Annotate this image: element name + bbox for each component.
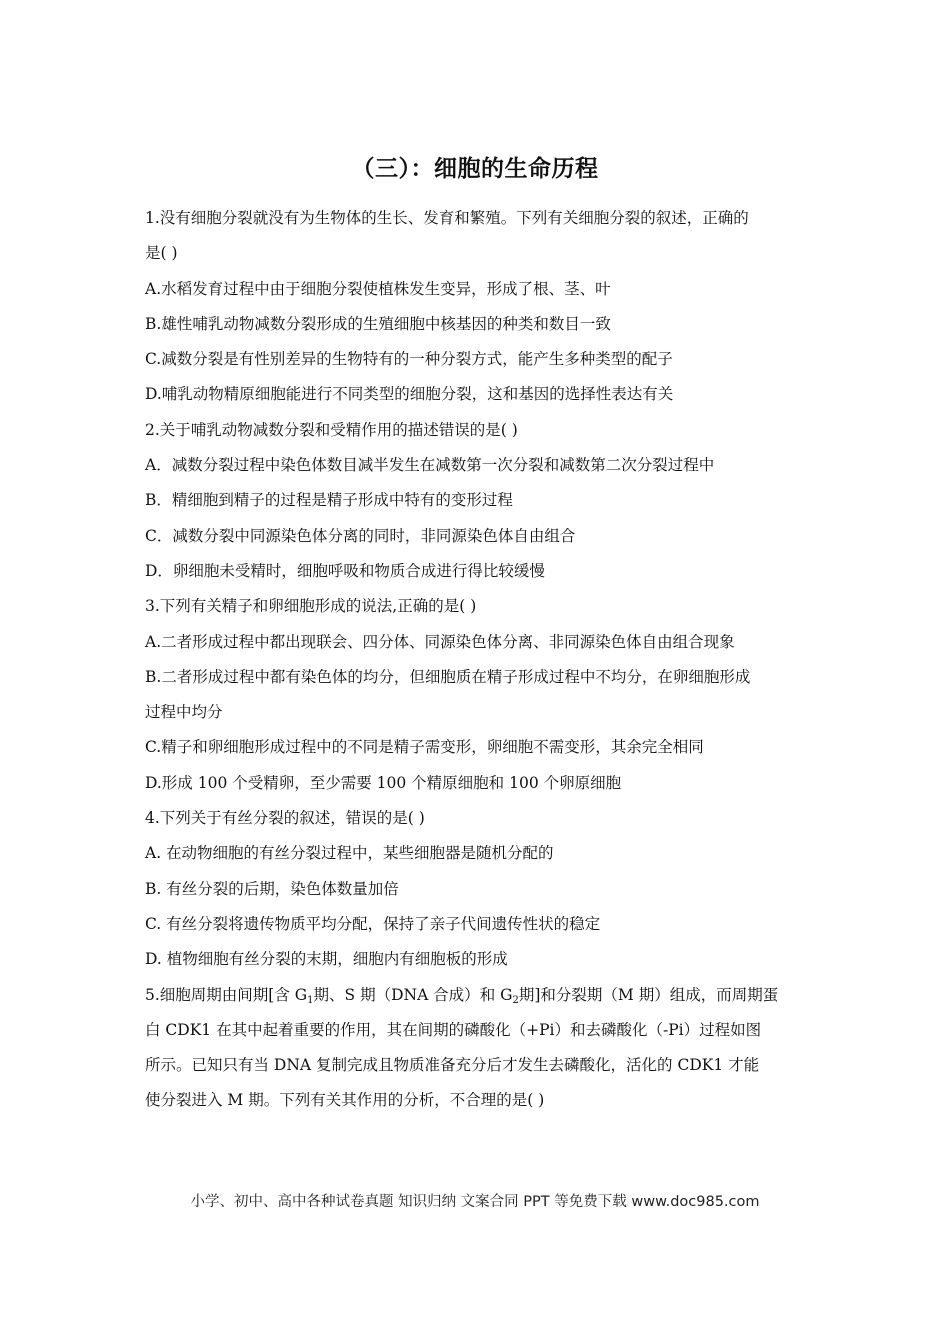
question-3-option-b-line-1: B.二者形成过程中都有染色体的均分，但细胞质在精子形成过程中不均分，在卵细胞形成 <box>145 667 751 686</box>
question-5-stem-line-3: 所示。已知只有当 DNA 复制完成且物质准备充分后才发生去磷酸化，活化的 CDK1 才能 <box>145 1056 760 1075</box>
question-5-subscript-1: 1 <box>307 994 314 1006</box>
question-4-option-c: C. 有丝分裂将遗传物质平均分配，保持了亲子代间遗传性状的稳定 <box>145 914 601 933</box>
question-1-option-b: B.雄性哺乳动物减数分裂形成的生殖细胞中核基因的种类和数目一致 <box>145 314 611 333</box>
question-3-option-c: C.精子和卵细胞形成过程中的不同是精子需变形，卵细胞不需变形，其余完全相同 <box>145 738 704 757</box>
question-1-option-d: D.哺乳动物精原细胞能进行不同类型的细胞分裂，这和基因的选择性表达有关 <box>145 385 674 404</box>
question-4-option-d: D. 植物细胞有丝分裂的末期，细胞内有细胞板的形成 <box>145 950 508 969</box>
question-5-stem-line-2: 白 CDK1 在其中起着重要的作用，其在间期的磷酸化（+Pi）和去磷酸化（-Pi）过程如图 <box>145 1020 762 1039</box>
question-5-part-3: 期]和分裂期（M 期）组成，而周期蛋 <box>518 985 779 1004</box>
question-3-option-b-line-2: 过程中均分 <box>145 703 223 722</box>
question-3-stem: 3.下列有关精子和卵细胞形成的说法,正确的是( ) <box>145 597 477 616</box>
question-1-stem-line-2: 是( ) <box>145 244 178 263</box>
question-3-option-d: D.形成 100 个受精卵，至少需要 100 个精原细胞和 100 个卵原细胞 <box>145 773 622 792</box>
question-5-stem-line-4: 使分裂进入 M 期。下列有关其作用的分析，不合理的是( ) <box>145 1091 545 1110</box>
question-4-option-b: B. 有丝分裂的后期，染色体数量加倍 <box>145 879 399 898</box>
question-1-option-c: C.减数分裂是有性别差异的生物特有的一种分裂方式，能产生多种类型的配子 <box>145 350 673 369</box>
question-5-part-2: 期、S 期（DNA 合成）和 G <box>313 985 513 1004</box>
question-5-part-1: 5.细胞周期由间期[含 G <box>145 985 308 1004</box>
question-4-option-a: A. 在动物细胞的有丝分裂过程中，某些细胞器是随机分配的 <box>145 844 554 863</box>
question-2-option-a: A．减数分裂过程中染色体数目减半发生在减数第一次分裂和减数第二次分裂过程中 <box>145 456 715 475</box>
question-1-stem-line-1: 1.没有细胞分裂就没有为生物体的生长、发育和繁殖。下列有关细胞分裂的叙述，正确的 <box>145 209 749 227</box>
question-5-stem-line-1 <box>145 978 805 1013</box>
question-2-option-c: C．减数分裂中同源染色体分离的同时，非同源染色体自由组合 <box>145 526 576 545</box>
question-2-stem: 2.关于哺乳动物减数分裂和受精作用的描述错误的是( ) <box>145 420 518 439</box>
question-3-option-a: A.二者形成过程中都出现联会、四分体、同源染色体分离、非同源染色体自由组合现象 <box>145 632 735 651</box>
question-1-option-a: A.水稻发育过程中由于细胞分裂使植株发生变异，形成了根、茎、叶 <box>145 279 611 298</box>
page-footer: 小学、初中、高中各种试卷真题 知识归纳 文案合同 PPT 等免费下载 www.doc985.com <box>190 1194 760 1210</box>
question-4-stem: 4.下列关于有丝分裂的叙述，错误的是( ) <box>145 809 425 828</box>
question-2-option-d: D．卵细胞未受精时，细胞呼吸和物质合成进行得比较缓慢 <box>145 561 545 580</box>
question-5-subscript-2: 2 <box>512 994 519 1006</box>
question-2-option-b: B．精细胞到精子的过程是精子形成中特有的变形过程 <box>145 491 513 510</box>
question-list <box>145 201 805 1119</box>
page-title: （三）：细胞的生命历程 <box>351 156 599 182</box>
